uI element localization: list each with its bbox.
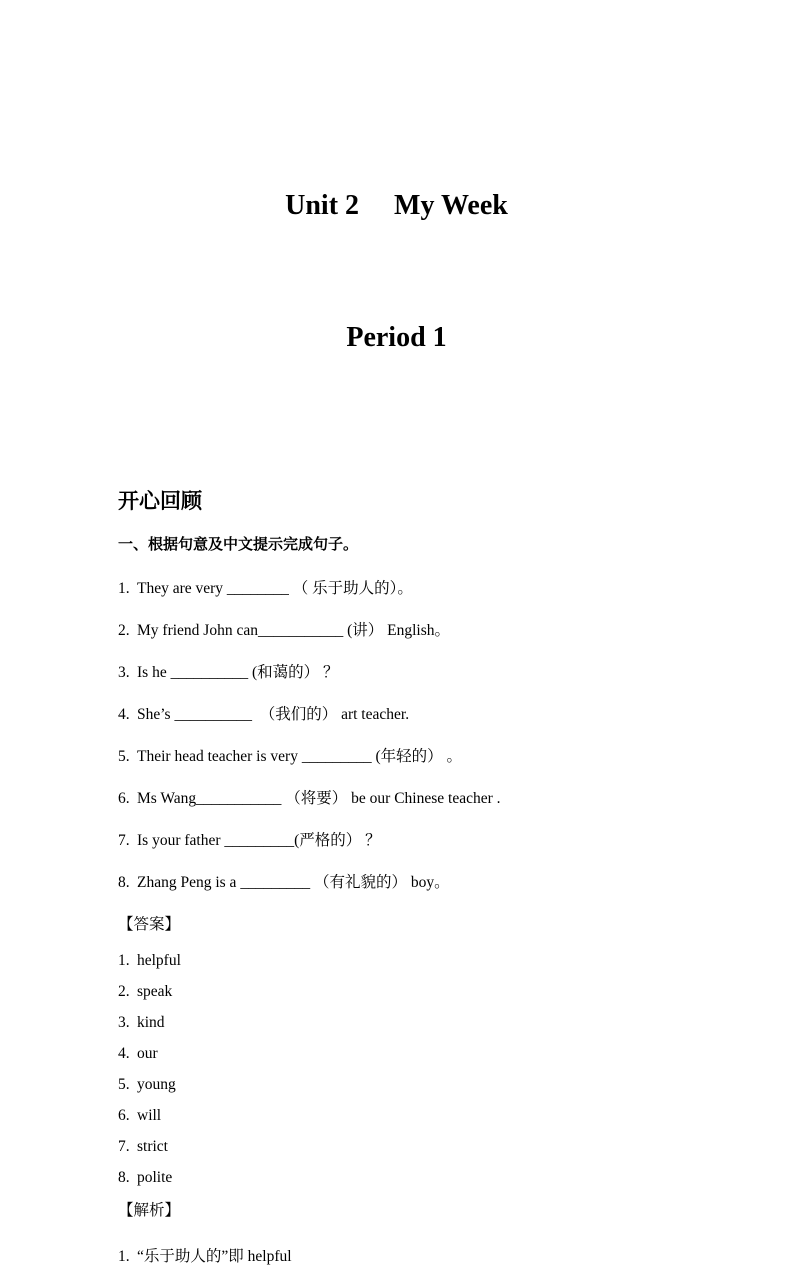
analysis-list bbox=[0, 1247, 793, 1267]
item-number: 1. bbox=[118, 952, 130, 969]
title-line-1: Unit 2 My Week bbox=[285, 190, 508, 221]
answer-item bbox=[118, 982, 733, 1002]
item-text: speak bbox=[137, 983, 173, 1000]
item-number: 5. bbox=[118, 1076, 130, 1093]
section-heading-review: 开心回顾 bbox=[118, 490, 202, 513]
item-text: kind bbox=[137, 1014, 165, 1031]
exercise-item bbox=[118, 873, 733, 893]
exercise-item bbox=[118, 663, 733, 683]
exercise-instruction: 一、根据句意及中文提示完成句子。 bbox=[118, 536, 359, 553]
item-text: Their head teacher is very _________ (年轻的） 。 bbox=[137, 748, 462, 765]
item-number: 7. bbox=[118, 832, 130, 849]
item-number: 2. bbox=[118, 983, 130, 1000]
item-text: They are very ________ （ 乐于助人的）。 bbox=[137, 580, 413, 597]
exercise-item bbox=[118, 831, 733, 851]
item-text: Zhang Peng is a _________ （有礼貌的） boy。 bbox=[137, 874, 450, 891]
answer-item bbox=[118, 951, 733, 971]
item-number: 6. bbox=[118, 1107, 130, 1124]
answer-item bbox=[118, 1044, 733, 1064]
title-line-2: Period 1 bbox=[346, 322, 447, 353]
item-text: helpful bbox=[137, 952, 181, 969]
answer-item bbox=[118, 1075, 733, 1095]
item-number: 2. bbox=[118, 622, 130, 639]
exercise-item bbox=[118, 621, 733, 641]
exercise-item bbox=[118, 747, 733, 767]
exercise-item bbox=[118, 579, 733, 599]
item-text: strict bbox=[137, 1138, 168, 1155]
answer-item bbox=[118, 1106, 733, 1126]
answer-item bbox=[118, 1137, 733, 1157]
item-number: 1. bbox=[118, 580, 130, 597]
item-number: 4. bbox=[118, 706, 130, 723]
exercise-item bbox=[118, 789, 733, 809]
item-text: young bbox=[137, 1076, 176, 1093]
analysis-item bbox=[118, 1247, 733, 1267]
item-text: Is your father _________(严格的） ？ bbox=[137, 832, 381, 849]
item-number: 1. bbox=[118, 1248, 130, 1265]
item-text: “乐于助人的”即 helpful bbox=[137, 1248, 292, 1265]
item-number: 8. bbox=[118, 1169, 130, 1186]
exercise-list bbox=[0, 579, 793, 893]
item-number: 8. bbox=[118, 874, 130, 891]
answer-item bbox=[118, 1013, 733, 1033]
analysis-label: 【解析】 bbox=[118, 1202, 181, 1219]
item-number: 6. bbox=[118, 790, 130, 807]
answers-label: 【答案】 bbox=[118, 916, 181, 933]
item-text: Is he __________ (和蔼的） ？ bbox=[137, 664, 339, 681]
document-title bbox=[0, 0, 793, 448]
answer-item bbox=[118, 1168, 733, 1188]
item-number: 4. bbox=[118, 1045, 130, 1062]
item-number: 5. bbox=[118, 748, 130, 765]
item-number: 7. bbox=[118, 1138, 130, 1155]
item-number: 3. bbox=[118, 664, 130, 681]
item-text: polite bbox=[137, 1169, 173, 1186]
exercise-item bbox=[118, 705, 733, 725]
item-text: My friend John can___________ (讲） English。 bbox=[137, 622, 450, 639]
answers-list bbox=[0, 951, 793, 1188]
item-text: will bbox=[137, 1107, 162, 1124]
item-text: She’s __________ （我们的） art teacher. bbox=[137, 706, 410, 723]
item-text: Ms Wang___________ （将要） be our Chinese teacher . bbox=[137, 790, 501, 807]
item-number: 3. bbox=[118, 1014, 130, 1031]
item-text: our bbox=[137, 1045, 158, 1062]
